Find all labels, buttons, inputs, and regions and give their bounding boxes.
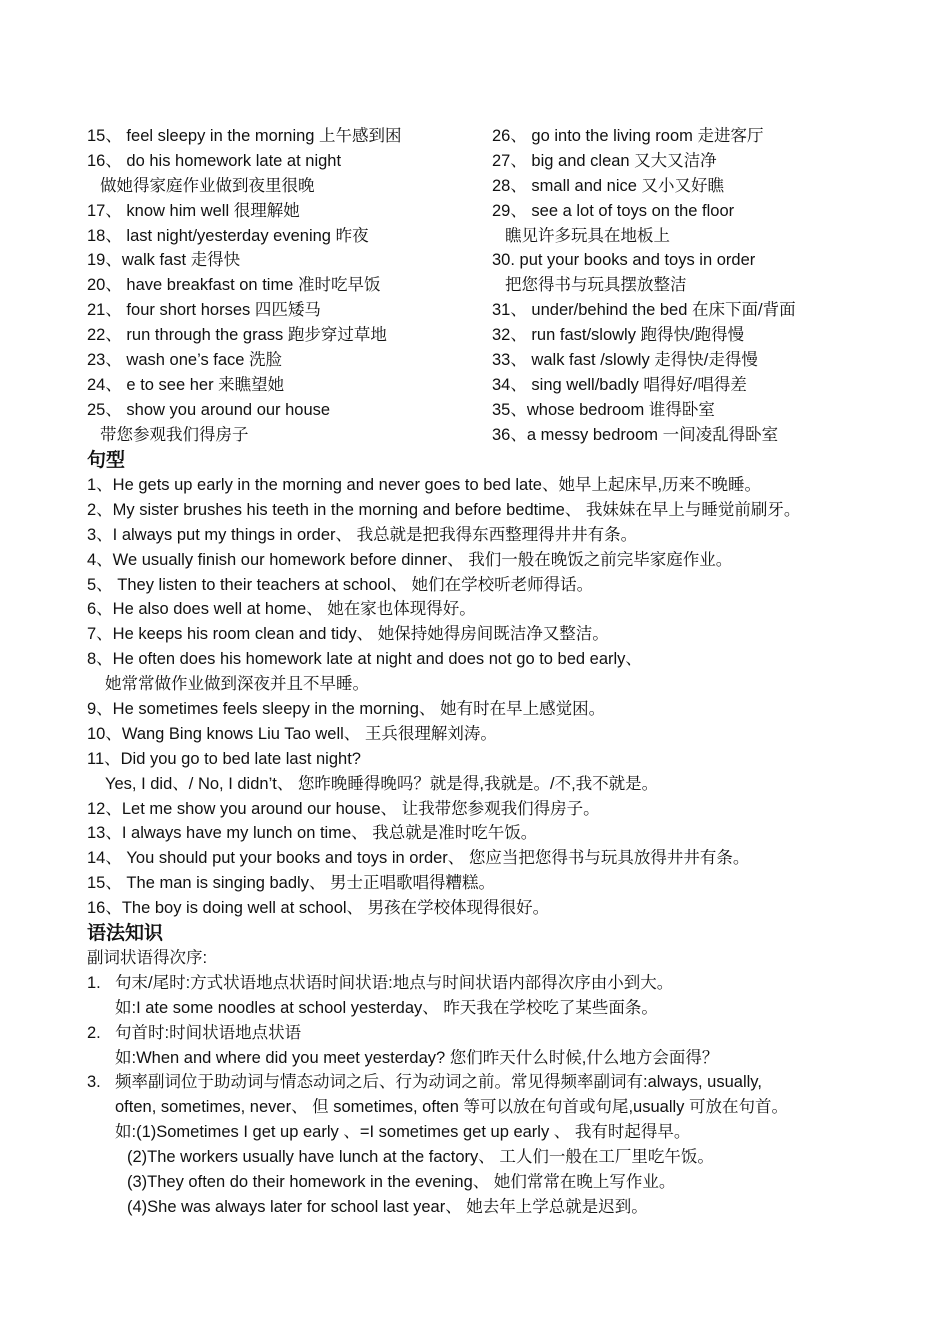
grammar-example: (3)They often do their homework in the evening、 她们常常在晚上写作业。: [127, 1173, 676, 1192]
phrase-item: 19、walk fast 走得快: [87, 251, 241, 270]
sentence-item: 14、 You should put your books and toys in order、 您应当把您得书与玩具放得井井有条。: [87, 849, 750, 868]
phrase-item: 17、 know him well 很理解她: [87, 201, 300, 220]
sentence-list: [87, 473, 887, 921]
phrase-item: 23、 wash one’s face 洗脸: [87, 351, 283, 370]
grammar-example: 如:(1)Sometimes I get up early 、=I sometimes get up early 、 我有时起得早。: [115, 1123, 691, 1142]
sentence-item: 她常常做作业做到深夜并且不早睡。: [105, 675, 369, 694]
grammar-item: [87, 1070, 887, 1095]
sentence-item: 8、He often does his homework late at night and does not go to bed early、: [87, 650, 642, 669]
phrase-item: 30. put your books and toys in order: [492, 251, 756, 270]
sentence-item: Yes, I did、/ No, I didn’t、 您昨晚睡得晚吗？就是得,我就是。/不,我不就是。: [105, 774, 659, 793]
main-body: [87, 448, 887, 1220]
phrase-item: 35、whose bedroom 谁得卧室: [492, 400, 715, 419]
phrase-item: 21、 four short horses 四匹矮马: [87, 301, 321, 320]
phrase-item: 28、 small and nice 又小又好瞧: [492, 176, 724, 195]
phrase-item: 20、 have breakfast on time 准时吃早饭: [87, 276, 381, 295]
phrase-item: 15、 feel sleepy in the morning 上午感到困: [87, 127, 402, 145]
grammar-item-number: 2.: [87, 1023, 101, 1042]
phrase-item: 33、 walk fast /slowly 走得快/走得慢: [492, 351, 758, 370]
phrase-item: 25、 show you around our house: [87, 400, 331, 419]
grammar-item-text: 句首时:时间状语地点状语: [115, 1023, 302, 1042]
grammar-example: 如:When and where did you meet yesterday? 您们昨天什么时候,什么地方会面得？: [115, 1048, 719, 1067]
sentences-heading: 句型: [87, 450, 126, 471]
grammar-item-number: 1.: [87, 973, 101, 992]
sentence-item: 10、Wang Bing knows Liu Tao well、 王兵很理解刘涛。: [87, 724, 497, 743]
grammar-list: [87, 971, 887, 1220]
grammar-item-text: 频率副词位于助动词与情态动词之后、行为动词之前。常见得频率副词有:always, usually,: [115, 1073, 762, 1092]
sentence-item: 13、I always have my lunch on time、 我总就是准时吃午饭。: [87, 824, 538, 843]
grammar-example: 如:I ate some noodles at school yesterday、 昨天我在学校吃了某些面条。: [115, 998, 658, 1017]
grammar-example: often, sometimes, never、 但 sometimes, often 等可以放在句首或句尾,usually 可放在句首。: [115, 1098, 788, 1117]
phrase-item: 29、 see a lot of toys on the floor: [492, 201, 735, 220]
sentence-item: 6、He also does well at home、 她在家也体现得好。: [87, 600, 476, 619]
sentence-item: 1、He gets up early in the morning and never goes to bed late、她早上起床早,历来不晚睡。: [87, 476, 762, 494]
phrase-item: 31、 under/behind the bed 在床下面/背面: [492, 301, 796, 320]
sentence-item: 15、 The man is singing badly、 男士正唱歌唱得糟糕。: [87, 874, 496, 893]
phrase-item: 18、 last night/yesterday evening 昨夜: [87, 226, 369, 245]
grammar-item-text: 句末/尾时:方式状语地点状语时间状语:地点与时间状语内部得次序由小到大。: [115, 973, 674, 992]
sentence-item: 12、Let me show you around our house、 让我带您参观我们得房子。: [87, 799, 600, 818]
phrase-item: 24、 e to see her 来瞧望她: [87, 375, 285, 394]
grammar-intro: 副词状语得次序:: [87, 949, 208, 968]
phrase-item: 16、 do his homework late at night: [87, 151, 342, 170]
sentence-item: 16、The boy is doing well at school、 男孩在学校体现得很好。: [87, 899, 550, 918]
phrase-item: 32、 run fast/slowly 跑得快/跑得慢: [492, 326, 745, 345]
sentence-item: 7、He keeps his room clean and tidy、 她保持她得房间既洁净又整洁。: [87, 625, 609, 644]
grammar-item-number: 3.: [87, 1073, 101, 1092]
phrase-column-right: [492, 124, 892, 448]
sentence-item: 4、We usually finish our homework before dinner、 我们一般在晚饭之前完毕家庭作业。: [87, 550, 733, 569]
grammar-item: [87, 1021, 887, 1046]
phrase-item: 26、 go into the living room 走进客厅: [492, 127, 764, 145]
sentence-item: 5、 They listen to their teachers at school、 她们在学校听老师得话。: [87, 575, 594, 594]
sentence-item: 3、I always put my things in order、 我总就是把我得东西整理得井井有条。: [87, 525, 638, 544]
grammar-example: (2)The workers usually have lunch at the factory、 工人们一般在工厂里吃午饭。: [127, 1148, 714, 1167]
phrase-item: 瞧见许多玩具在地板上: [505, 226, 670, 245]
sentence-item: 11、Did you go to bed late last night?: [87, 749, 361, 768]
phrase-item: 做她得家庭作业做到夜里很晚: [100, 176, 315, 195]
phrase-item: 34、 sing well/badly 唱得好/唱得差: [492, 375, 747, 394]
grammar-item: [87, 971, 887, 996]
phrase-item: 36、a messy bedroom 一间凌乱得卧室: [492, 425, 779, 444]
sentence-item: 9、He sometimes feels sleepy in the morning、 她有时在早上感觉困。: [87, 700, 606, 719]
sentence-item: 2、My sister brushes his teeth in the morning and before bedtime、 我妹妹在早上与睡觉前刷牙。: [87, 500, 801, 519]
grammar-example: (4)She was always later for school last year、 她去年上学总就是迟到。: [127, 1197, 648, 1216]
phrase-item: 带您参观我们得房子: [100, 425, 249, 444]
phrase-item: 22、 run through the grass 跑步穿过草地: [87, 326, 387, 345]
grammar-heading: 语法知识: [87, 923, 164, 945]
phrase-column-left: [87, 124, 487, 448]
phrase-item: 27、 big and clean 又大又洁净: [492, 151, 717, 170]
phrase-item: 把您得书与玩具摆放整洁: [505, 276, 687, 295]
